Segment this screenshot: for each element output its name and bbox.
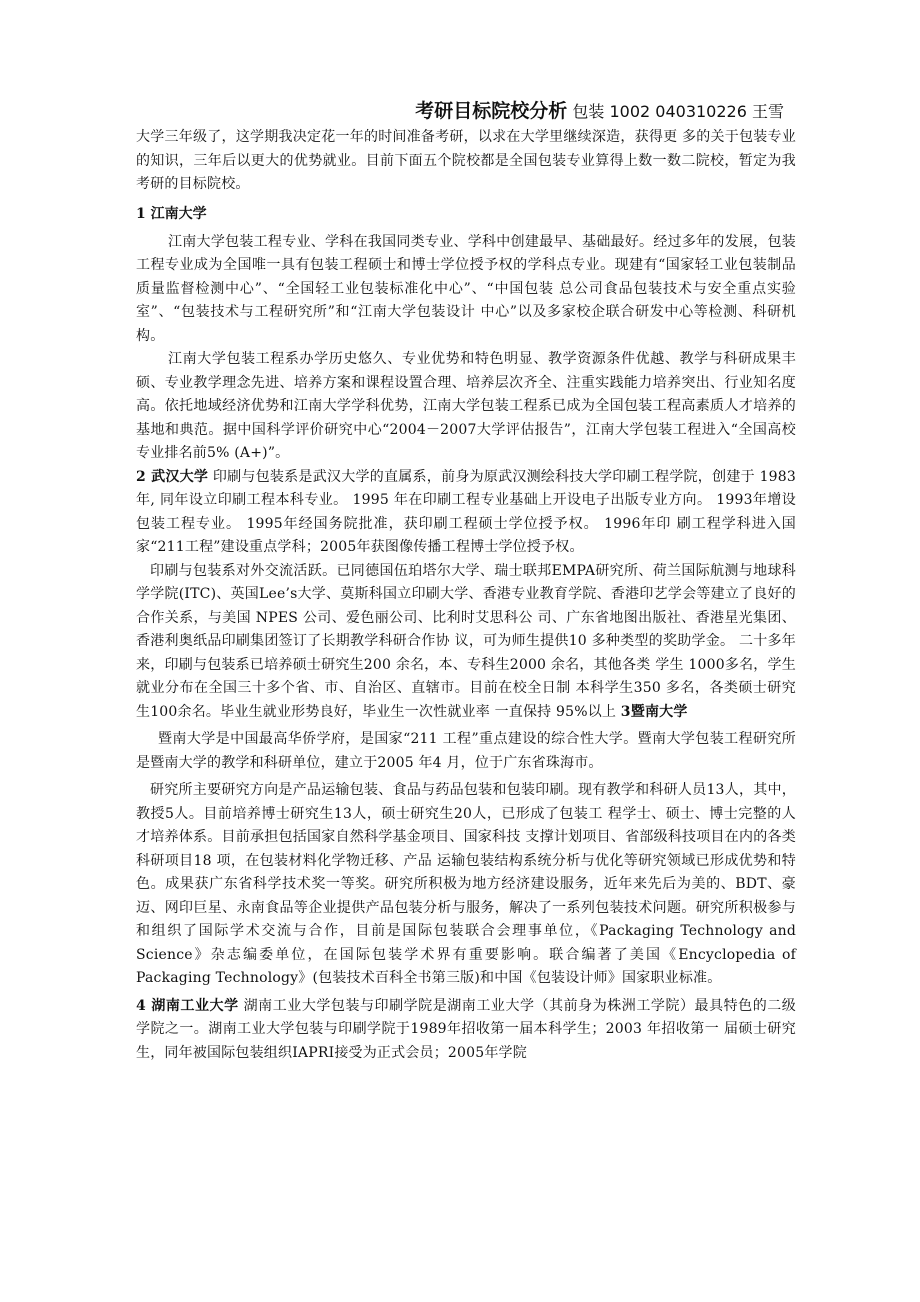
- section-heading-jinan: 3暨南大学: [620, 703, 688, 720]
- document-title: [136, 96, 784, 126]
- wuhan-paragraph-2-text: 印刷与包装系对外交流活跃。已同德国伍珀塔尔大学、瑞士联邦EMPA研究所、荷兰国际航测与地球科学学院(ITC)、英国Lee’s大学、莫斯科国立印刷大学、香港专业教育学院、香港印艺学会等建立了良好的合作关系，与美国 NPES 公司、爱色丽公司、比利时艾思科公 司、广东省地图出版社、香港星光集团、香港利奥纸品印刷集团签订了长期教学科研合作协 议，可为师生提供10 多种类型的奖助学金。 二十多年来，印刷与包装系已培养硕士研究生200 余名，本、专科生2000 余名，其他各类 学生 1000多名，学生就业分布在全国三十多个省、市、自治区、直辖市。目前在校全日制 本科学生350 多名，各类硕士研究生100余名。毕业生就业形势良好，毕业生一次性就业率 一直保持 95%以上: [136, 562, 796, 720]
- section-heading-jiangnan: 1 江南大学: [136, 205, 207, 222]
- document-page: [136, 96, 796, 1065]
- wuhan-paragraph-1-text: 印刷与包装系是武汉大学的直属系，前身为原武汉测绘科技大学印刷工程学院，创建于 1983 年, 同年设立印刷工程本科专业。 1995 年在印刷工程专业基础上开设电子出版专业方向。 1993年增设包装工程专业。 1995年经国务院批准，获印刷工程硕士学位授予权。 1996年印 刷工程学科进入国家“211工程”建设重点学科；2005年获图像传播工程博士学位授予权。: [136, 468, 796, 555]
- intro-paragraph: 大学三年级了，这学期我决定花一年的时间准备考研，以求在大学里继续深造，获得更 多的关于包装专业的知识，三年后以更大的优势就业。目前下面五个院校都是全国包装专业算得上数一数二院校，暂定为我考研的目标院校。: [136, 129, 796, 192]
- title-author-info: 包装 1002 040310226 王雪: [572, 102, 784, 121]
- wuhan-paragraph-1: [136, 466, 796, 560]
- wuhan-paragraph-2: [136, 560, 796, 725]
- jinan-paragraph-2: 研究所主要研究方向是产品运输包装、食品与药品包装和包装印刷。现有教学和科研人员13人，其中，教授5人。目前培养博士研究生13人，硕士研究生20人，已形成了包装工 程学士、硕士、博士完整的人才培养体系。目前承担包括国家自然科学基金项目、国家科技 支撑计划项目、省部级科技项目在内的各类科研项目18 项，在包装材料化学物迁移、产品 运输包装结构系统分析与优化等研究领域已形成优势和特色。成果获广东省科学技术奖一等奖。研究所积极为地方经济建设服务，近年来先后为美的、BDT、豪迈、网印巨星、永南食品等企业提供产品包装分析与服务，解决了一系列包装技术问题。研究所积极参与和组织了国际学术交流与合作，目前是国际包装联合会理事单位，《Packaging Technology and Science》杂志编委单位，在国际包装学术界有重要影响。联合编著了美国《Encyclopedia of Packaging Technology》(包装技术百科全书第三版)和中国《包装设计师》国家职业标准。: [136, 782, 796, 986]
- hunan-paragraph-1-text: 湖南工业大学包装与印刷学院是湖南工业大学（其前身为株洲工学院）最具特色的二级 学院之一。湖南工业大学包装与印刷学院于1989年招收第一届本科学生；2003 年招收第一 届硕士研究生，同年被国际包装组织IAPRI接受为正式会员；2005年学院: [136, 997, 797, 1061]
- title-main: 考研目标院校分析: [415, 100, 568, 122]
- hunan-paragraph-1: [136, 995, 796, 1066]
- jinan-paragraph-1: 暨南大学是中国最高华侨学府，是国家“211 工程”重点建设的综合性大学。暨南大学包装工程研究所是暨南大学的教学和科研单位，建立于2005 年4 月，位于广东省珠海市。: [136, 731, 796, 771]
- jiangnan-paragraph-1: 江南大学包装工程专业、学科在我国同类专业、学科中创建最早、基础最好。经过多年的发展，包装工程专业成为全国唯一具有包装工程硕士和博士学位授予权的学科点专业。现建有“国家轻工业包装制品质量监督检测中心”、“全国轻工业包装标准化中心”、“中国包装 总公司食品包装技术与安全重点实验室”、“包装技术与工程研究所”和“江南大学包装设计 中心”以及多家校企联合研发中心等检测、科研机构。: [136, 233, 796, 344]
- section-heading-hunan: 4 湖南工业大学: [136, 997, 239, 1014]
- jiangnan-paragraph-2: 江南大学包装工程系办学历史悠久、专业优势和特色明显、教学资源条件优越、教学与科研成果丰硕、专业教学理念先进、培养方案和课程设置合理、培养层次齐全、注重实践能力培养突出、行业知名度高。依托地域经济优势和江南大学学科优势，江南大学包装工程系已成为全国包装工程高素质人才培养的基地和典范。据中国科学评价研究中心“2004－2007大学评估报告”，江南大学包装工程进入“全国高校专业排名前5% (A+)”。: [136, 351, 796, 461]
- section-heading-wuhan: 2 武汉大学: [136, 468, 209, 485]
